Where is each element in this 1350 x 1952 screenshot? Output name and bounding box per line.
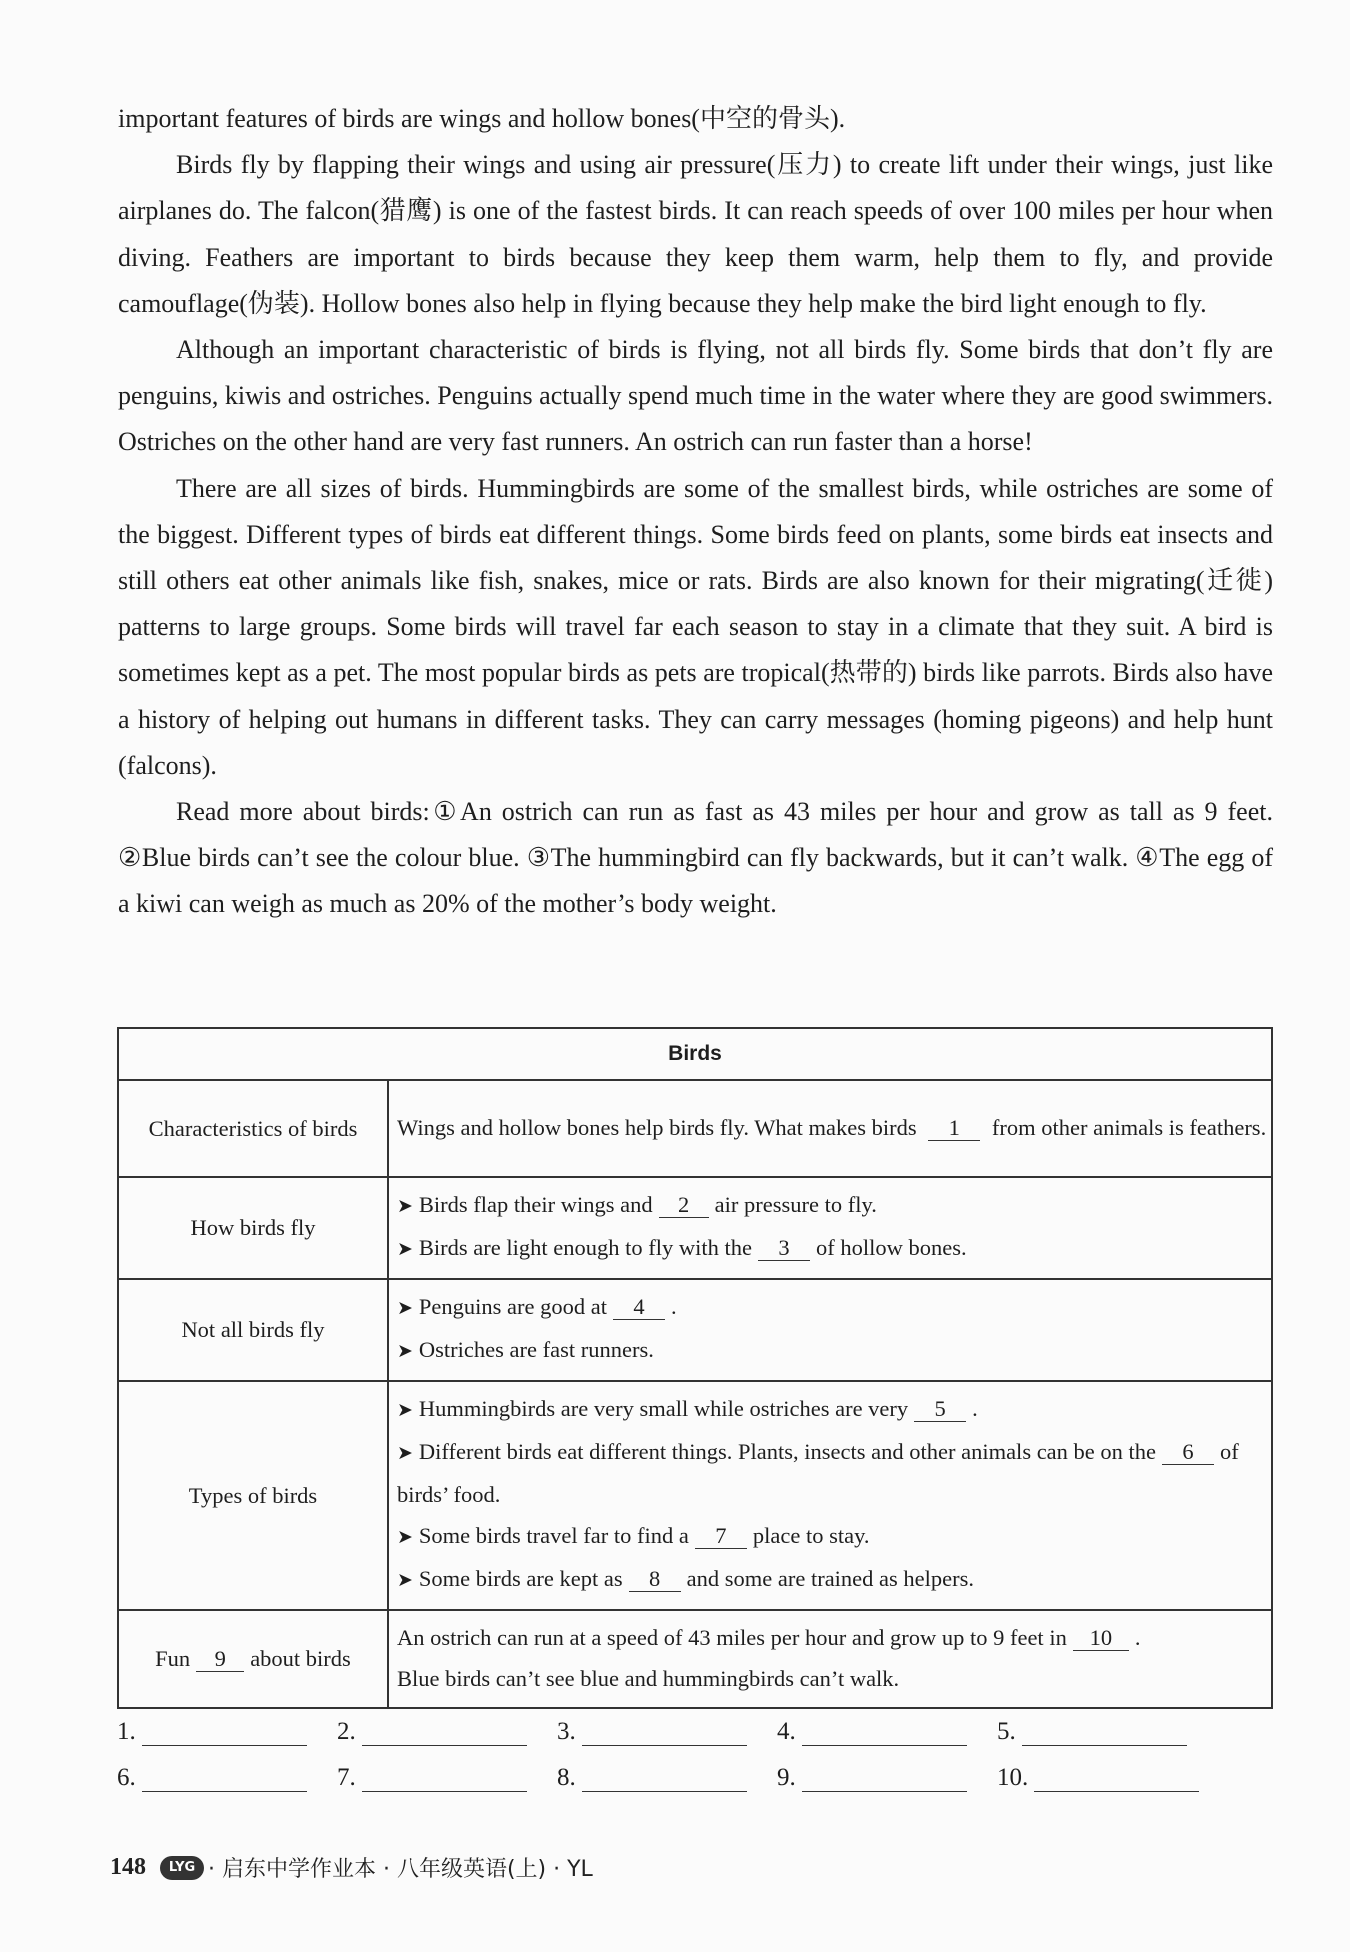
answer-slot[interactable]: 1. <box>117 1700 337 1746</box>
answer-slot[interactable]: 3. <box>557 1700 777 1746</box>
detail-line: An ostrich can run at a speed of 43 miles per hour and grow up to 9 feet in 10 . <box>397 1625 1141 1650</box>
answer-blank: 6 <box>1162 1440 1214 1465</box>
answer-blank: 2 <box>659 1193 709 1218</box>
answer-blank: 9 <box>196 1647 244 1672</box>
arrow-bullet-icon: ➤ <box>397 1442 413 1464</box>
row-detail <box>388 1279 1272 1381</box>
row-category: How birds fly <box>118 1177 388 1279</box>
row-category: Fun 9 about birds <box>118 1610 388 1708</box>
answer-blank: 8 <box>629 1567 681 1592</box>
row-detail <box>388 1080 1272 1177</box>
answer-slot[interactable]: 5. <box>997 1700 1217 1746</box>
bullet-line: ➤ Birds flap their wings and 2 air pressure to fly. <box>397 1192 877 1217</box>
arrow-bullet-icon: ➤ <box>397 1340 413 1362</box>
answer-row <box>117 1700 1217 1746</box>
answer-line[interactable] <box>362 1719 527 1746</box>
publisher-logo: LYG <box>160 1856 204 1880</box>
detail-line: Blue birds can’t see blue and hummingbirds can’t walk. <box>397 1666 900 1691</box>
arrow-bullet-icon: ➤ <box>397 1238 413 1260</box>
answer-slot[interactable]: 9. <box>777 1746 997 1792</box>
row-detail <box>388 1381 1272 1610</box>
answer-blank: 1 <box>928 1116 980 1141</box>
table-title: Birds <box>118 1028 1272 1080</box>
paragraph: Read more about birds:①An ostrich can run as fast as 43 miles per hour and grow as tall as 9 feet. ②Blue birds can’t see the colour blue. ③The hummingbird can fly backwards, but it can’t walk. ④The egg of a kiwi can weigh as much as 20% of the mother’s body weight. <box>118 797 1273 919</box>
reading-passage <box>118 96 1273 928</box>
arrow-bullet-icon: ➤ <box>397 1569 413 1591</box>
arrow-bullet-icon: ➤ <box>397 1526 413 1548</box>
row-category: Types of birds <box>118 1381 388 1610</box>
answer-line[interactable] <box>802 1719 967 1746</box>
book-title: · 启东中学作业本 · 八年级英语(上) · YL <box>208 1857 593 1882</box>
answer-slot[interactable]: 6. <box>117 1746 337 1792</box>
answer-line[interactable] <box>142 1719 307 1746</box>
page-number: 148 <box>110 1854 146 1880</box>
answer-blank: 5 <box>914 1397 966 1422</box>
bullet-line: ➤ Different birds eat different things. Plants, insects and other animals can be on the 6 of birds’ food. <box>397 1439 1239 1507</box>
answer-line[interactable] <box>802 1765 967 1792</box>
arrow-bullet-icon: ➤ <box>397 1195 413 1217</box>
table-row <box>118 1177 1272 1279</box>
detail-text: Wings and hollow bones help birds fly. What makes birds <box>397 1115 917 1140</box>
answer-blank: 3 <box>758 1236 810 1261</box>
paragraph: important features of birds are wings and hollow bones(中空的骨头). <box>118 104 846 133</box>
row-detail <box>388 1610 1272 1708</box>
page-footer <box>110 1852 593 1883</box>
answer-slot[interactable]: 2. <box>337 1700 557 1746</box>
answer-blank: 4 <box>613 1295 665 1320</box>
arrow-bullet-icon: ➤ <box>397 1297 413 1319</box>
bullet-line: ➤ Some birds are kept as 8 and some are trained as helpers. <box>397 1566 975 1591</box>
answer-line[interactable] <box>362 1765 527 1792</box>
answer-slot[interactable]: 4. <box>777 1700 997 1746</box>
paragraph: Birds fly by flapping their wings and using air pressure(压力) to create lift under their wings, just like airplanes do. The falcon(猎鹰) is one of the fastest birds. It can reach speeds of over 100 miles per hour when diving. Feathers are important to birds because they keep them warm, help them to fly, and provide camouflage(伪装). Hollow bones also help in flying because they help make the bird light enough to fly. <box>118 150 1273 318</box>
paragraph: Although an important characteristic of birds is flying, not all birds fly. Some birds that don’t fly are penguins, kiwis and ostriches. Penguins actually spend much time in the water where they are good swimmers. Ostriches on the other hand are very fast runners. An ostrich can run faster than a horse! <box>118 335 1273 457</box>
table-row <box>118 1279 1272 1381</box>
detail-text: from other animals is feathers. <box>991 1115 1267 1140</box>
answer-row <box>117 1746 1217 1792</box>
row-category: Characteristics of birds <box>118 1080 388 1177</box>
answer-slot[interactable]: 10. <box>997 1746 1217 1792</box>
table-header-row <box>118 1028 1272 1080</box>
answer-line[interactable] <box>582 1719 747 1746</box>
answer-line[interactable] <box>142 1765 307 1792</box>
answer-blank: 7 <box>695 1524 747 1549</box>
answer-lines <box>117 1700 1217 1792</box>
arrow-bullet-icon: ➤ <box>397 1399 413 1421</box>
bullet-line: ➤ Birds are light enough to fly with the 3 of hollow bones. <box>397 1235 967 1260</box>
bullet-line: ➤ Hummingbirds are very small while ostriches are very 5 . <box>397 1396 978 1421</box>
table-row <box>118 1080 1272 1177</box>
table-row <box>118 1610 1272 1708</box>
answer-slot[interactable]: 8. <box>557 1746 777 1792</box>
paragraph: There are all sizes of birds. Hummingbirds are some of the smallest birds, while ostriches are some of the biggest. Different types of birds eat different things. Some birds feed on plants, some birds eat insects and still others eat other animals like fish, snakes, mice or rats. Birds are also known for their migrating(迁徙) patterns to large groups. Some birds will travel far each season to stay in a climate that they suit. A bird is sometimes kept as a pet. The most popular birds as pets are tropical(热带的) birds like parrots. Birds also have a history of helping out humans in different tasks. They can carry messages (homing pigeons) and help hunt (falcons). <box>118 473 1273 780</box>
answer-line[interactable] <box>1034 1765 1199 1792</box>
bullet-line: ➤ Penguins are good at 4 . <box>397 1294 677 1319</box>
bullet-line: ➤ Some birds travel far to find a 7 place to stay. <box>397 1523 870 1548</box>
table-row <box>118 1381 1272 1610</box>
answer-line[interactable] <box>582 1765 747 1792</box>
birds-summary-table <box>117 1027 1273 1709</box>
bullet-line: ➤ Ostriches are fast runners. <box>397 1337 654 1362</box>
answer-slot[interactable]: 7. <box>337 1746 557 1792</box>
row-category: Not all birds fly <box>118 1279 388 1381</box>
answer-blank: 10 <box>1073 1626 1129 1651</box>
row-detail <box>388 1177 1272 1279</box>
answer-line[interactable] <box>1022 1719 1187 1746</box>
